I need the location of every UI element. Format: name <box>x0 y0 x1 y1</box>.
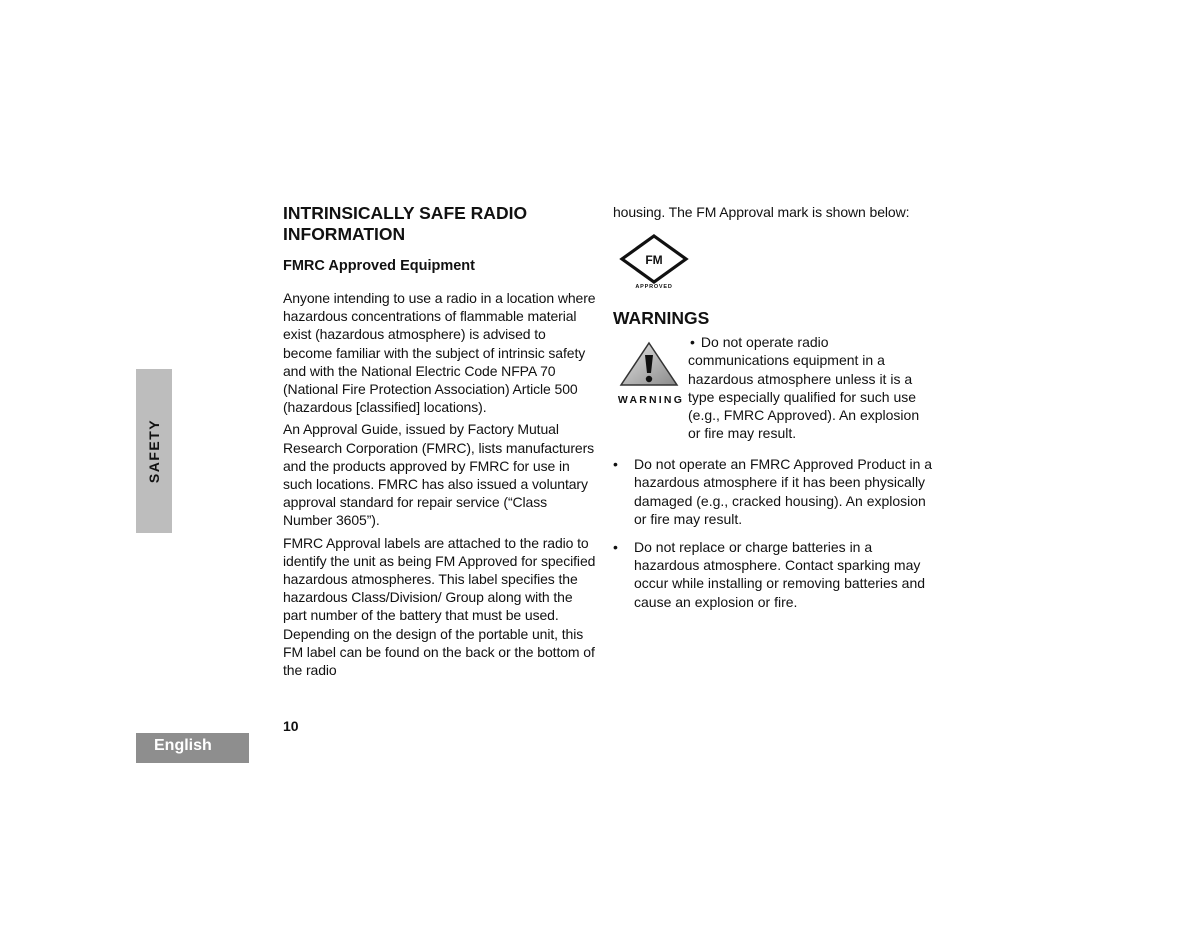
body-paragraph: Anyone intending to use a radio in a location where hazardous concentrations of flammable material exist (hazardous atmosphere) is advised to become familiar with the subject of intrinsic safety and with the National Electric Code NFPA 70 (National Fire Protection Association) Article 500 (hazardous [classified] locations). <box>283 290 596 416</box>
body-paragraph: FMRC Approval labels are attached to the radio to identify the unit as being FM Approved for specified hazardous atmospheres. This label specifies the hazardous Class/Division/ Group along with the part number of the battery that must be used. Depending on the design of the portable unit, this FM label can be found on the back or the bottom of the radio <box>283 534 596 679</box>
section-subheading: FMRC Approved Equipment <box>283 258 475 274</box>
left-column <box>283 203 598 683</box>
body-paragraph: An Approval Guide, issued by Factory Mutual Research Corporation (FMRC), lists manufacturers and the products approved by FMRC for use in such locations. FMRC has also issued a voluntary approval standard for repair service (“Class Number 3605”). <box>283 421 595 529</box>
bullet-marker: • <box>690 334 695 351</box>
bullet-marker: • <box>613 539 618 556</box>
warning-triangle-icon <box>619 341 679 387</box>
page-number: 10 <box>283 718 299 734</box>
fm-mark-caption: APPROVED <box>635 284 673 290</box>
language-tab: English <box>136 733 249 763</box>
fm-mark-text: FM <box>645 253 663 268</box>
right-column <box>613 203 933 621</box>
warning-item <box>688 333 933 442</box>
warnings-list <box>613 455 933 611</box>
warning-icon-label: WARNING <box>617 394 685 407</box>
section-side-tab <box>136 369 172 533</box>
body-paragraph-continuation: housing. The FM Approval mark is shown below: <box>613 204 910 220</box>
warning-icon-group <box>613 341 685 406</box>
warning-item-text: Do not operate an FMRC Approved Product in a hazardous atmosphere if it has been physically damaged (e.g., cracked housing). An explosion or fire may result. <box>634 456 933 527</box>
section-heading: INTRINSICALLY SAFE RADIO INFORMATION <box>283 203 528 244</box>
bullet-marker: • <box>613 456 618 473</box>
fm-approved-mark-icon <box>619 233 689 289</box>
warning-item-text: Do not operate radio communications equipment in a hazardous atmosphere unless it is a type especially qualified for such use (e.g., FMRC Approved). An explosion or fire may result. <box>688 334 920 442</box>
section-side-tab-label: SAFETY <box>146 418 162 484</box>
warning-item <box>613 538 933 611</box>
warning-item-text: Do not replace or charge batteries in a hazardous atmosphere. Contact sparking may occur while installing or removing batteries and cause an explosion or fire. <box>634 539 926 610</box>
warning-callout <box>613 333 933 445</box>
warning-item <box>613 455 933 528</box>
warnings-heading: WARNINGS <box>613 308 710 329</box>
